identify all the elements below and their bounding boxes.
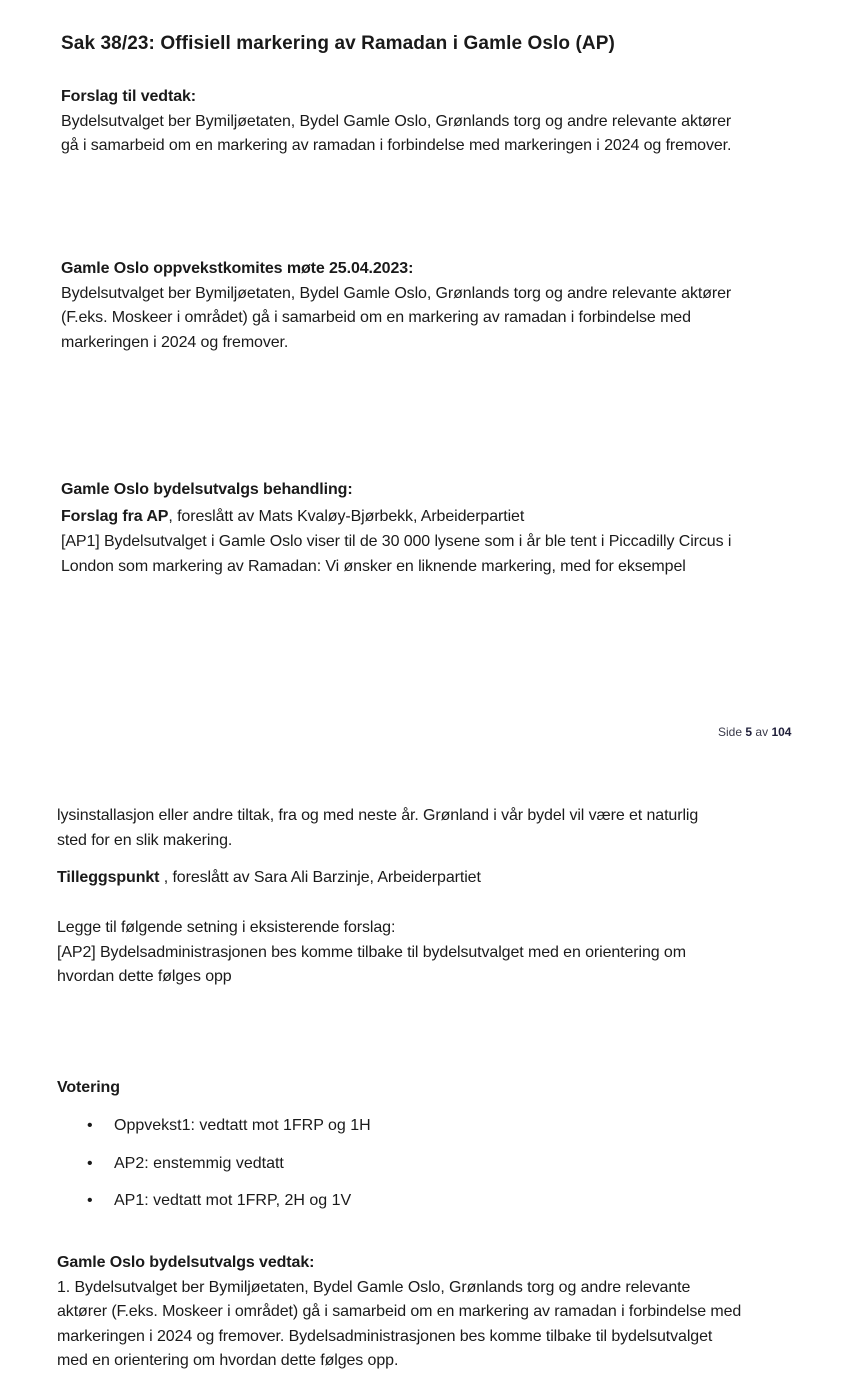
behandling-line: London som markering av Ramadan: Vi ønsker en liknende markering, med for eksempel	[61, 557, 686, 575]
continuation-line: sted for en slik makering.	[57, 831, 233, 849]
behandling-section	[61, 478, 731, 579]
tillegg-author: , foreslått av Sara Ali Barzinje, Arbeiderpartiet	[159, 869, 481, 886]
oppvekst-line: markeringen i 2024 og fremover.	[61, 333, 289, 351]
proposal-line	[61, 505, 731, 530]
forslag-line: Bydelsutvalget ber Bymiljøetaten, Bydel Gamle Oslo, Grønlands torg og andre relevante aktører	[61, 112, 732, 130]
forslag-line: gå i samarbeid om en markering av ramadan i forbindelse med markeringen i 2024 og fremover.	[61, 137, 732, 154]
tillegg-line	[57, 866, 481, 891]
vote-item: • AP1: vedtatt mot 1FRP, 2H og 1V	[114, 1189, 371, 1227]
vote-item: • Oppvekst1: vedtatt mot 1FRP og 1H	[114, 1114, 371, 1152]
page-number: 5	[745, 725, 753, 739]
page-total: 104	[771, 725, 792, 739]
legge-til-line: Legge til følgende setning i eksisterende forslag:	[57, 919, 396, 936]
vedtak-line: 1. Bydelsutvalget ber Bymiljøetaten, Bydel Gamle Oslo, Grønlands torg og andre relevante	[57, 1278, 691, 1296]
continuation-section	[57, 804, 698, 853]
legge-til-section	[57, 916, 686, 990]
proposal-author: , foreslått av Mats Kvaløy-Bjørbekk, Arbeiderpartiet	[168, 507, 525, 525]
oppvekst-line: (F.eks. Moskeer i området) gå i samarbeid om en markering av ramadan i forbindelse med	[61, 309, 691, 326]
forslag-heading: Forslag til vedtak:	[61, 88, 197, 105]
behandling-heading: Gamle Oslo bydelsutvalgs behandling:	[61, 481, 353, 498]
vedtak-line: markeringen i 2024 og fremover. Bydelsadministrasjonen bes komme tilbake til bydelsutvalget	[57, 1327, 713, 1345]
vedtak-section	[57, 1251, 741, 1374]
legge-til-line: [AP2] Bydelsadministrasjonen bes komme tilbake til bydelsutvalget med en orientering om	[57, 943, 686, 961]
oppvekst-section	[61, 257, 731, 355]
votering-heading: Votering	[57, 1079, 120, 1096]
case-title: Sak 38/23: Offisiell markering av Ramadan i Gamle Oslo (AP)	[61, 33, 615, 54]
proposal-label: Forslag fra AP	[61, 507, 169, 525]
forslag-section	[61, 85, 731, 159]
behandling-line: [AP1] Bydelsutvalget i Gamle Oslo viser til de 30 000 lysene som i år ble tent i Piccadilly Circus i	[61, 533, 732, 550]
votering-list	[87, 1114, 371, 1227]
legge-til-line: hvordan dette følges opp	[57, 968, 232, 985]
oppvekst-line: Bydelsutvalget ber Bymiljøetaten, Bydel Gamle Oslo, Grønlands torg og andre relevante aktører	[61, 284, 732, 302]
vote-item: • AP2: enstemmig vedtatt	[114, 1152, 371, 1190]
vedtak-heading: Gamle Oslo bydelsutvalgs vedtak:	[57, 1254, 315, 1271]
page-of: av	[755, 725, 769, 739]
vedtak-line: aktører (F.eks. Moskeer i området) gå i samarbeid om en markering av ramadan i forbindelse med	[57, 1303, 742, 1320]
oppvekst-heading: Gamle Oslo oppvekstkomites møte 25.04.2023:	[61, 260, 414, 277]
tillegg-label: Tilleggspunkt	[57, 869, 160, 886]
continuation-line: lysinstallasjon eller andre tiltak, fra og med neste år. Grønland i vår bydel vil være et naturlig	[57, 807, 699, 824]
bullet-icon: •	[87, 1117, 93, 1134]
bullet-icon: •	[87, 1154, 93, 1172]
vedtak-line: med en orientering om hvordan dette følges opp.	[57, 1352, 399, 1369]
page-label: Side	[718, 725, 743, 739]
page-footer	[718, 725, 791, 739]
bullet-icon: •	[87, 1192, 93, 1209]
